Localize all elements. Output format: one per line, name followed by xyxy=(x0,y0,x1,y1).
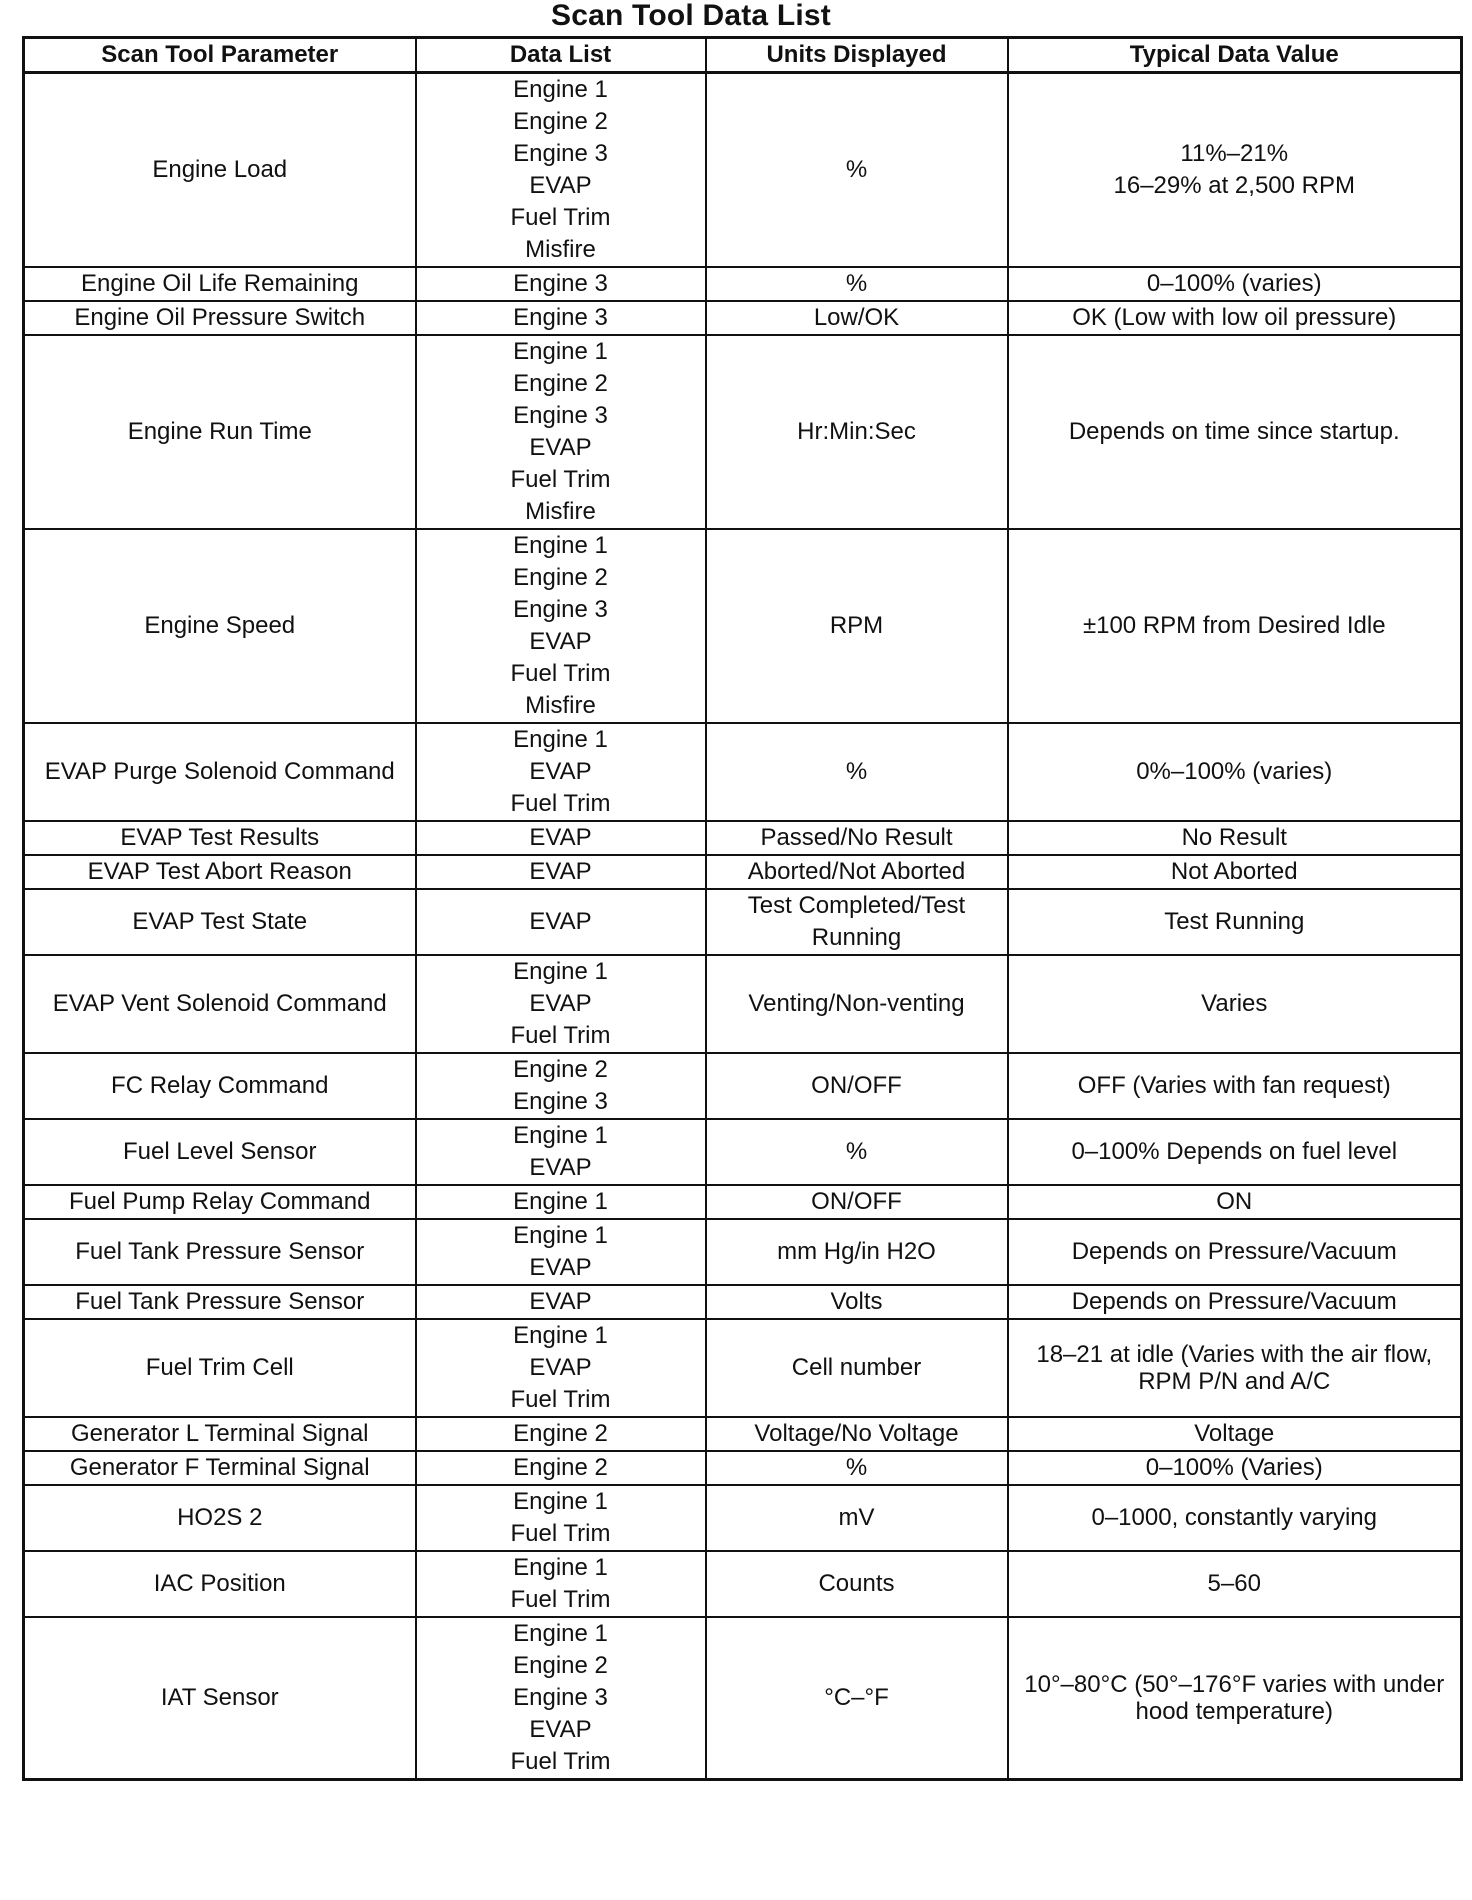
data-list-item: Engine 1 xyxy=(513,338,608,365)
cell-typical-value xyxy=(1008,855,1462,889)
typical-value-line: 0–100% (Varies) xyxy=(1145,1454,1323,1481)
cell-typical-value xyxy=(1008,1285,1462,1319)
cell-data-list xyxy=(416,1617,706,1780)
table-row xyxy=(24,529,1462,723)
cell-units: Venting/Non-venting xyxy=(706,955,1008,1053)
data-list-item: Engine 1 xyxy=(513,1554,608,1581)
data-list-item: Fuel Trim xyxy=(510,1386,611,1413)
cell-typical-value xyxy=(1008,1319,1462,1417)
data-list-item: EVAP xyxy=(529,1354,592,1381)
table-row xyxy=(24,889,1462,955)
data-list-item: Engine 2 xyxy=(513,108,608,135)
typical-value-line: 18–21 at idle (Varies with the air flow, RPM P/N and A/C xyxy=(1036,1341,1433,1395)
header-units-displayed: Units Displayed xyxy=(706,38,1008,73)
cell-parameter: Fuel Tank Pressure Sensor xyxy=(24,1285,416,1319)
table-row xyxy=(24,1219,1462,1285)
data-list-item: Engine 3 xyxy=(513,402,608,429)
cell-typical-value xyxy=(1008,889,1462,955)
data-list-item: Fuel Trim xyxy=(510,466,611,493)
cell-units: Hr:Min:Sec xyxy=(706,335,1008,529)
data-list-item: EVAP xyxy=(529,824,592,851)
typical-value-line: Not Aborted xyxy=(1170,858,1298,885)
data-list-item: EVAP xyxy=(529,1288,592,1315)
data-list-item: Engine 3 xyxy=(513,140,608,167)
data-list-item: Engine 3 xyxy=(513,596,608,623)
data-list-item: EVAP xyxy=(529,1154,592,1181)
cell-parameter: Engine Oil Pressure Switch xyxy=(24,301,416,335)
data-list-item: Engine 2 xyxy=(513,1652,608,1679)
cell-parameter: IAT Sensor xyxy=(24,1617,416,1780)
header-data-list: Data List xyxy=(416,38,706,73)
cell-data-list xyxy=(416,335,706,529)
cell-parameter: HO2S 2 xyxy=(24,1485,416,1551)
cell-data-list xyxy=(416,1319,706,1417)
data-list-item: Fuel Trim xyxy=(510,1748,611,1775)
data-list-item: Engine 1 xyxy=(513,1222,608,1249)
data-list-item: Engine 3 xyxy=(513,1684,608,1711)
data-list-item: Misfire xyxy=(525,498,596,525)
data-list-item: Fuel Trim xyxy=(510,1022,611,1049)
scan-tool-data-table xyxy=(22,36,1463,1781)
cell-data-list xyxy=(416,855,706,889)
cell-parameter: EVAP Vent Solenoid Command xyxy=(24,955,416,1053)
data-list-item: Misfire xyxy=(525,692,596,719)
cell-parameter: FC Relay Command xyxy=(24,1053,416,1119)
cell-typical-value xyxy=(1008,821,1462,855)
cell-data-list xyxy=(416,301,706,335)
table-row xyxy=(24,1053,1462,1119)
cell-parameter: EVAP Purge Solenoid Command xyxy=(24,723,416,821)
typical-value-line: 0–1000, constantly varying xyxy=(1091,1504,1377,1531)
cell-parameter: Fuel Level Sensor xyxy=(24,1119,416,1185)
typical-value-line: OFF (Varies with fan request) xyxy=(1077,1072,1391,1099)
cell-units: Voltage/No Voltage xyxy=(706,1417,1008,1451)
data-list-item: EVAP xyxy=(529,1254,592,1281)
cell-parameter: Engine Speed xyxy=(24,529,416,723)
typical-value-line: 5–60 xyxy=(1207,1570,1261,1597)
data-list-item: Fuel Trim xyxy=(510,1520,611,1547)
cell-units: % xyxy=(706,723,1008,821)
typical-value-line: 0–100% (varies) xyxy=(1146,270,1322,297)
cell-data-list xyxy=(416,1417,706,1451)
table-row xyxy=(24,1285,1462,1319)
cell-units: % xyxy=(706,267,1008,301)
data-list-item: Engine 3 xyxy=(513,1088,608,1115)
typical-value-line: 0%–100% (varies) xyxy=(1136,758,1333,785)
cell-data-list xyxy=(416,1285,706,1319)
cell-data-list xyxy=(416,821,706,855)
data-list-item: Engine 1 xyxy=(513,1322,608,1349)
cell-typical-value xyxy=(1008,1185,1462,1219)
cell-typical-value xyxy=(1008,301,1462,335)
cell-typical-value xyxy=(1008,1551,1462,1617)
cell-data-list xyxy=(416,723,706,821)
table-row xyxy=(24,1119,1462,1185)
cell-data-list xyxy=(416,73,706,268)
cell-typical-value xyxy=(1008,723,1462,821)
cell-units: % xyxy=(706,1119,1008,1185)
cell-units: Passed/No Result xyxy=(706,821,1008,855)
cell-units: Low/OK xyxy=(706,301,1008,335)
cell-typical-value xyxy=(1008,529,1462,723)
table-row xyxy=(24,1185,1462,1219)
cell-data-list xyxy=(416,1451,706,1485)
typical-value-line: OK (Low with low oil pressure) xyxy=(1072,304,1397,331)
cell-typical-value xyxy=(1008,955,1462,1053)
cell-parameter: Generator F Terminal Signal xyxy=(24,1451,416,1485)
table-row xyxy=(24,1551,1462,1617)
typical-value-line: ON xyxy=(1216,1188,1253,1215)
cell-data-list xyxy=(416,1053,706,1119)
cell-typical-value xyxy=(1008,73,1462,268)
data-list-item: Fuel Trim xyxy=(510,790,611,817)
typical-value-line: 10°–80°C (50°–176°F varies with under hood temperature) xyxy=(1024,1671,1445,1725)
data-list-item: EVAP xyxy=(529,172,592,199)
data-list-item: Fuel Trim xyxy=(510,1586,611,1613)
cell-typical-value xyxy=(1008,1485,1462,1551)
cell-units: Cell number xyxy=(706,1319,1008,1417)
cell-parameter: EVAP Test State xyxy=(24,889,416,955)
table-row xyxy=(24,855,1462,889)
cell-parameter: Fuel Trim Cell xyxy=(24,1319,416,1417)
table-row xyxy=(24,267,1462,301)
typical-value-line: Test Running xyxy=(1164,908,1305,935)
header-scan-tool-parameter: Scan Tool Parameter xyxy=(24,38,416,73)
table-row xyxy=(24,1319,1462,1417)
data-list-item: Engine 1 xyxy=(513,726,608,753)
cell-typical-value xyxy=(1008,1617,1462,1780)
cell-units: ON/OFF xyxy=(706,1185,1008,1219)
cell-units: mV xyxy=(706,1485,1008,1551)
data-list-item: Engine 1 xyxy=(513,532,608,559)
cell-data-list xyxy=(416,1485,706,1551)
typical-value-line: 11%–21% xyxy=(1180,140,1289,167)
data-list-item: Engine 1 xyxy=(513,1122,608,1149)
cell-parameter: Engine Run Time xyxy=(24,335,416,529)
cell-parameter: Fuel Tank Pressure Sensor xyxy=(24,1219,416,1285)
cell-units: % xyxy=(706,73,1008,268)
cell-typical-value xyxy=(1008,1219,1462,1285)
cell-data-list xyxy=(416,955,706,1053)
data-list-item: Engine 2 xyxy=(513,564,608,591)
data-list-item: Engine 1 xyxy=(513,1620,608,1647)
table-body xyxy=(24,73,1462,1780)
cell-parameter: Engine Oil Life Remaining xyxy=(24,267,416,301)
page-title: Scan Tool Data List xyxy=(551,0,831,32)
cell-units: Test Completed/Test Running xyxy=(706,889,1008,955)
cell-typical-value xyxy=(1008,335,1462,529)
data-list-item: Engine 2 xyxy=(513,370,608,397)
typical-value-line: 0–100% Depends on fuel level xyxy=(1071,1138,1398,1165)
data-list-item: EVAP xyxy=(529,1716,592,1743)
cell-units: mm Hg/in H2O xyxy=(706,1219,1008,1285)
cell-parameter: Generator L Terminal Signal xyxy=(24,1417,416,1451)
table-row xyxy=(24,723,1462,821)
data-list-item: Engine 1 xyxy=(513,1188,608,1215)
table-row xyxy=(24,335,1462,529)
cell-parameter: IAC Position xyxy=(24,1551,416,1617)
table-row xyxy=(24,821,1462,855)
data-list-item: EVAP xyxy=(529,858,592,885)
cell-parameter: EVAP Test Results xyxy=(24,821,416,855)
table-row xyxy=(24,1451,1462,1485)
data-list-item: Engine 2 xyxy=(513,1454,608,1481)
cell-units: Volts xyxy=(706,1285,1008,1319)
cell-parameter: Fuel Pump Relay Command xyxy=(24,1185,416,1219)
data-list-item: Engine 2 xyxy=(513,1056,608,1083)
data-list-item: Fuel Trim xyxy=(510,204,611,231)
data-list-item: Misfire xyxy=(525,236,596,263)
data-list-item: EVAP xyxy=(529,758,592,785)
cell-units: RPM xyxy=(706,529,1008,723)
data-list-item: EVAP xyxy=(529,628,592,655)
cell-units: °C–°F xyxy=(706,1617,1008,1780)
typical-value-line: No Result xyxy=(1181,824,1287,851)
cell-units: Counts xyxy=(706,1551,1008,1617)
cell-parameter: Engine Load xyxy=(24,73,416,268)
cell-units: % xyxy=(706,1451,1008,1485)
table-row xyxy=(24,1617,1462,1780)
cell-data-list xyxy=(416,529,706,723)
data-list-item: EVAP xyxy=(529,434,592,461)
cell-data-list xyxy=(416,1551,706,1617)
data-list-item: Engine 1 xyxy=(513,1488,608,1515)
cell-typical-value xyxy=(1008,267,1462,301)
data-list-item: Engine 2 xyxy=(513,1420,608,1447)
table-row xyxy=(24,301,1462,335)
table-row xyxy=(24,1485,1462,1551)
cell-typical-value xyxy=(1008,1417,1462,1451)
typical-value-line: 16–29% at 2,500 RPM xyxy=(1113,172,1355,199)
cell-typical-value xyxy=(1008,1053,1462,1119)
cell-units: Aborted/Not Aborted xyxy=(706,855,1008,889)
data-list-item: EVAP xyxy=(529,908,592,935)
cell-typical-value xyxy=(1008,1119,1462,1185)
data-list-item: Engine 1 xyxy=(513,76,608,103)
table-row xyxy=(24,73,1462,268)
cell-data-list xyxy=(416,889,706,955)
cell-data-list xyxy=(416,1219,706,1285)
header-typical-data-value: Typical Data Value xyxy=(1008,38,1462,73)
header-row xyxy=(24,38,1462,73)
typical-value-line: Depends on time since startup. xyxy=(1068,418,1400,445)
data-list-item: Fuel Trim xyxy=(510,660,611,687)
cell-units: ON/OFF xyxy=(706,1053,1008,1119)
typical-value-line: Depends on Pressure/Vacuum xyxy=(1071,1288,1397,1315)
data-list-item: Engine 1 xyxy=(513,958,608,985)
typical-value-line: Voltage xyxy=(1194,1420,1275,1447)
cell-data-list xyxy=(416,267,706,301)
typical-value-line: Depends on Pressure/Vacuum xyxy=(1071,1238,1397,1265)
data-list-item: Engine 3 xyxy=(513,270,608,297)
data-list-item: EVAP xyxy=(529,990,592,1017)
cell-data-list xyxy=(416,1185,706,1219)
cell-typical-value xyxy=(1008,1451,1462,1485)
typical-value-line: Varies xyxy=(1201,990,1268,1017)
cell-data-list xyxy=(416,1119,706,1185)
typical-value-line: ±100 RPM from Desired Idle xyxy=(1082,612,1386,639)
table-row xyxy=(24,955,1462,1053)
table-row xyxy=(24,1417,1462,1451)
cell-parameter: EVAP Test Abort Reason xyxy=(24,855,416,889)
data-list-item: Engine 3 xyxy=(513,304,608,331)
